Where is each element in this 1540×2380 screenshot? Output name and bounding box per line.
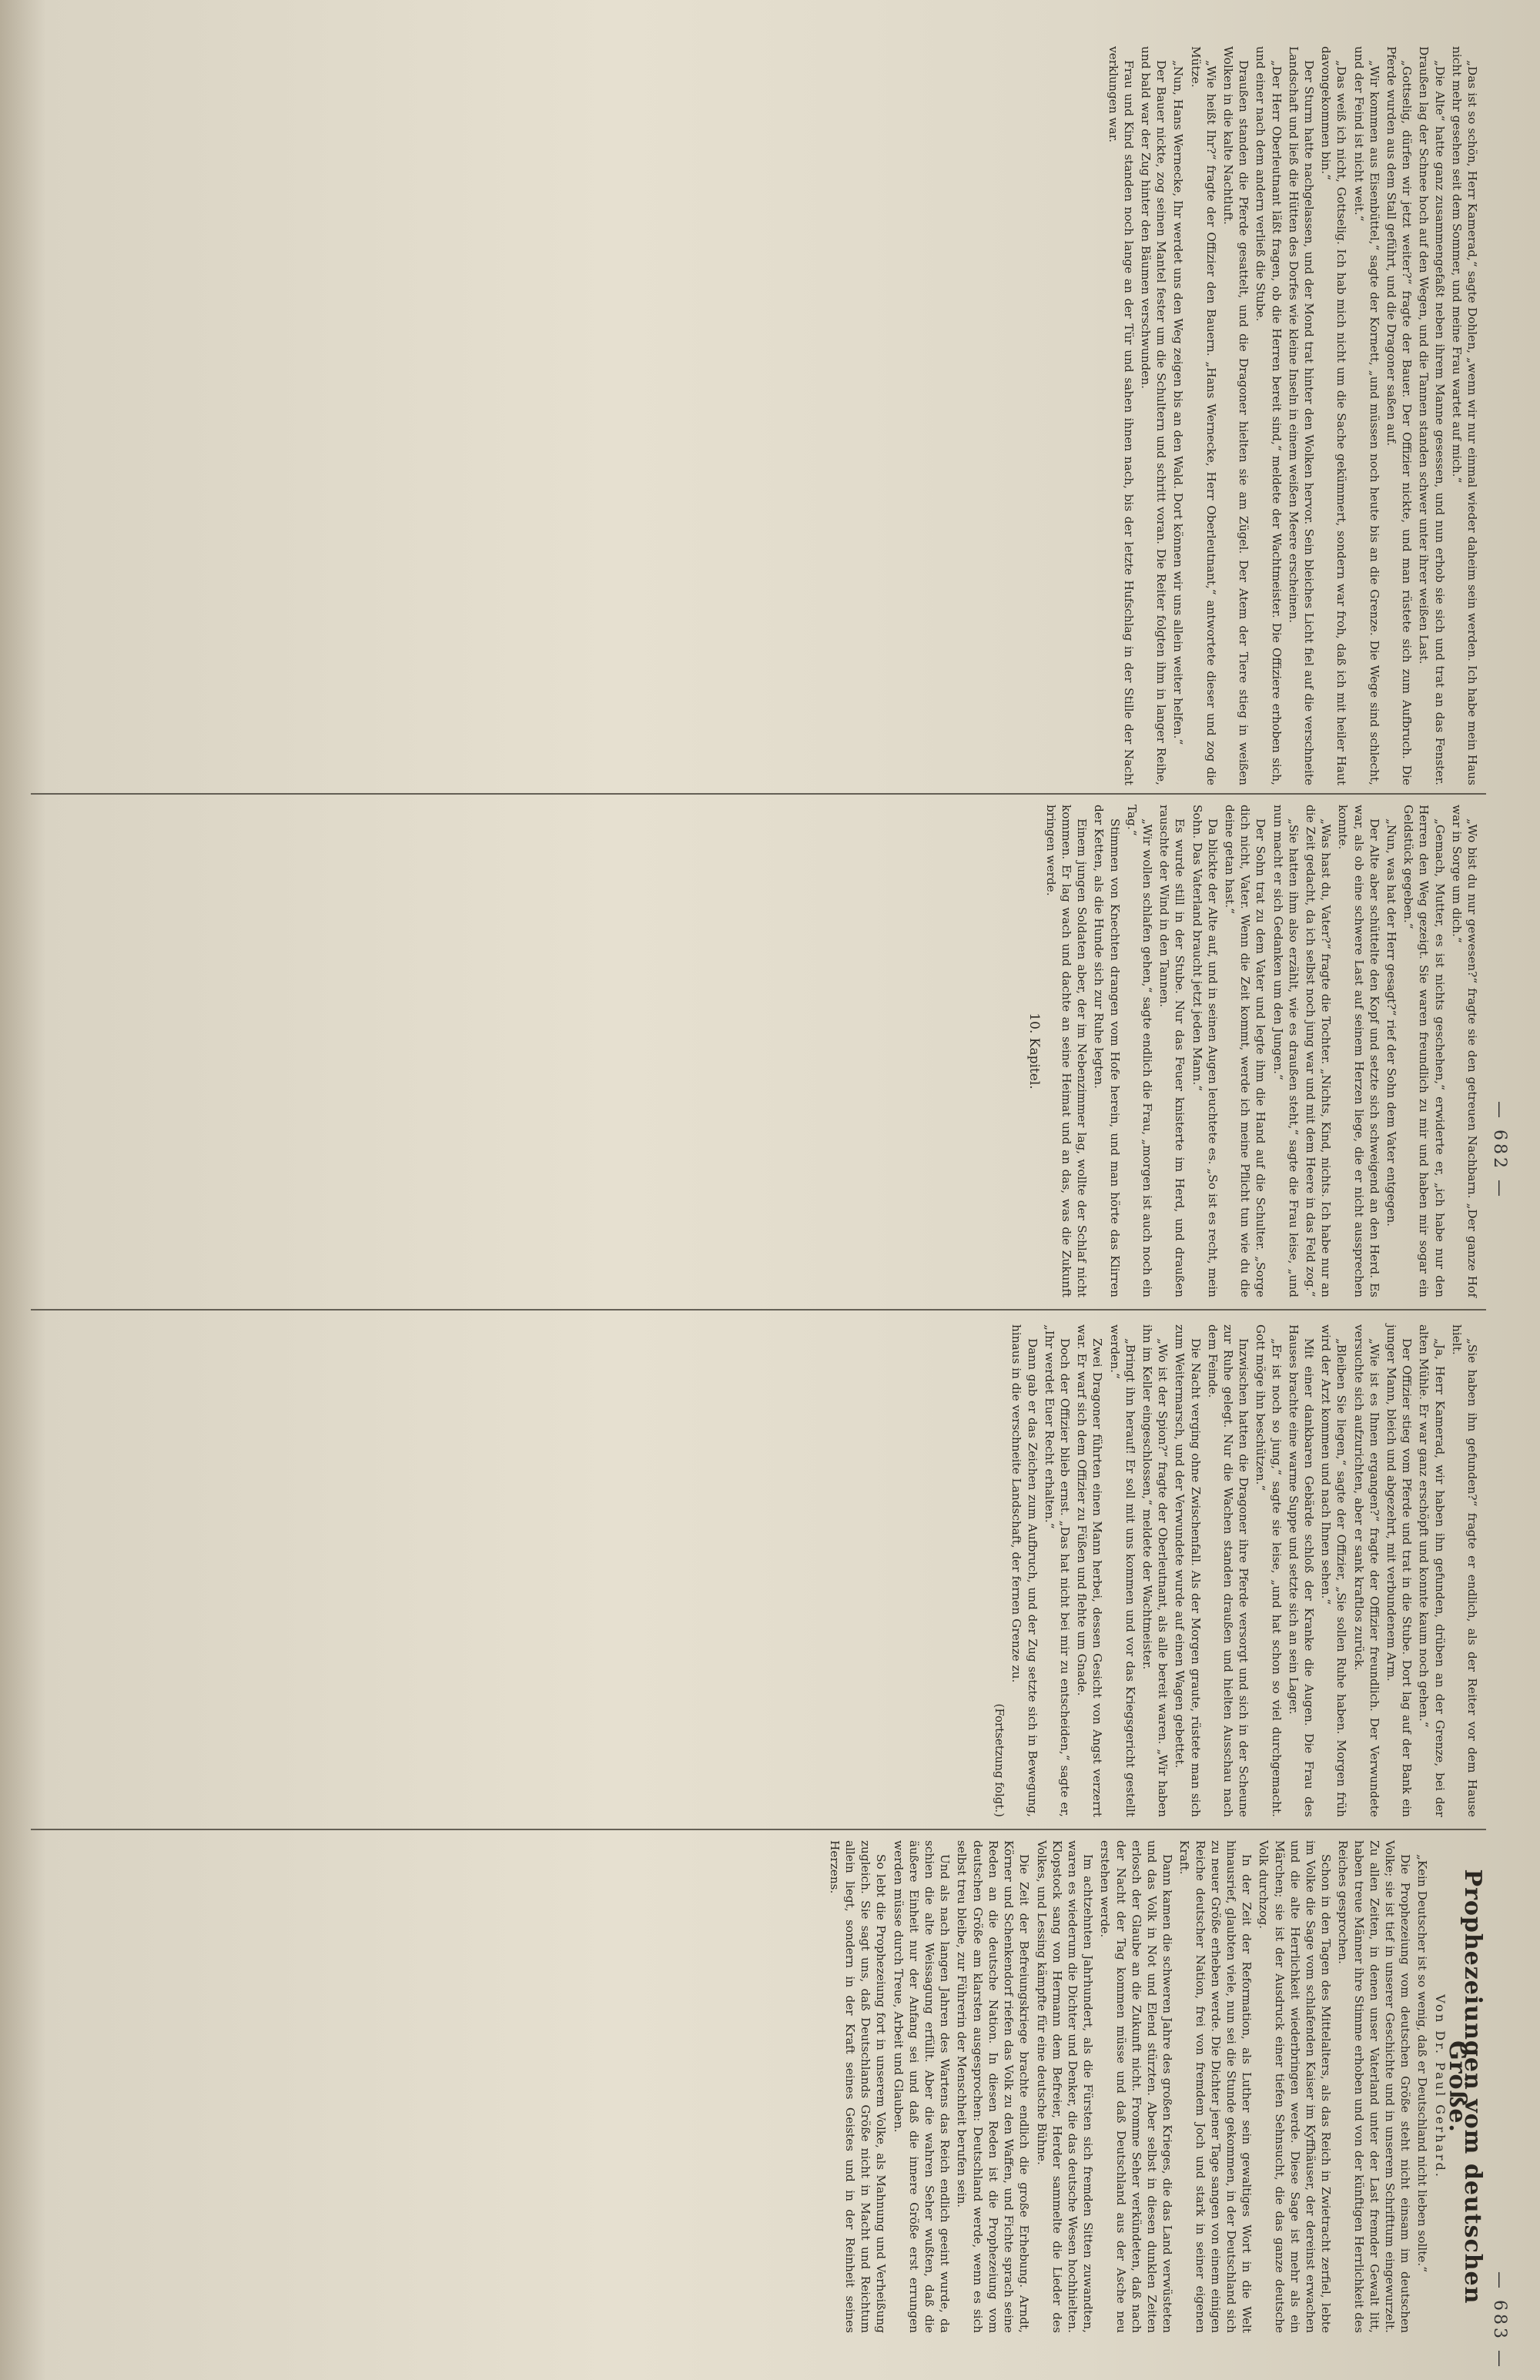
page-edge-shadow <box>0 0 46 2380</box>
right-page-number: — 683 — <box>1490 2271 1509 2370</box>
paragraph: Der Sturm hatte nachgelassen, und der Mond trat hinter den Wolken hervor. Sein bleiches Licht fiel auf die verschneite Landschaft und ließ die Hütten des Dorfes wie kleine Inseln in einem weißen Meere erscheinen. <box>1286 46 1316 785</box>
paragraph: Frau und Kind standen noch lange an der Tür und sahen ihnen nach, bis der letzte Hufschlag in der Stille der Nacht verklungen war. <box>1106 46 1136 785</box>
paragraph: „Nun, Hans Wernecke, Ihr werdet uns den Weg zeigen bis an den Wald. Dort können wir uns allein weiter helfen.“ <box>1171 60 1186 745</box>
paragraph: Es wurde still in der Stube. Nur das Feuer knisterte im Herd, und draußen rauschte der Wind in den Tannen. <box>1157 805 1187 1297</box>
paragraph: Die Nacht verging ohne Zwischenfall. Als der Morgen graute, rüstete man sich zum Weitermarsch, und der Verwundete wurde auf einen Wagen gebettet. <box>1173 1324 1203 1817</box>
story-column-1 <box>32 46 1480 785</box>
article-headline: Prophezeiungen vom deutschen Größe. <box>1443 1869 1486 2305</box>
paragraph: Im achtzehnten Jahrhundert, als die Fürsten sich fremden Sitten zuwandten, waren es wiederum die Dichter und Denker, die das deutsche Wesen hochhielten. Klopstock sang von Hermann dem Befreier, Herder sammelte die Lieder des Volkes, und Lessing kämpfte für eine deutsche Bühne. <box>1034 1840 1096 2333</box>
paragraph: Mit einer dankbaren Gebärde schloß der Kranke die Augen. Die Frau des Hauses brachte eine warme Suppe und setzte sich an sein Lager. <box>1286 1324 1316 1817</box>
page-gutter <box>31 1309 1486 1311</box>
paragraph: „Wo bist du nur gewesen?“ fragte sie den getreuen Nachbarn. „Der ganze Hof war in Sorge um dich.“ <box>1449 805 1479 1297</box>
paragraph: In der Zeit der Reformation, als Luther sein gewaltiges Wort in die Welt hinausrief, glaubten viele, nun sei die Stunde gekommen, in der Deutschland sich zu neuer Größe erheben werde. Die Dichter jener Tage sangen von einem einigen Reiche deutscher Nation, frei von fremdem Joch und stark in seiner eigenen Kraft. <box>1177 1840 1254 2333</box>
paragraph: „Was hast du, Vater?“ fragte die Tochter. „Nichts, Kind, nichts. Ich habe nur an die Zeit gedacht, da ich selbst noch jung war und mit dem Heere in das Feld zog.“ <box>1303 805 1334 1297</box>
paragraph: Dann kamen die schweren Jahre des großen Krieges, die das Land verwüsteten und das Volk in Not und Elend stürzten. Aber selbst in diesen dunklen Zeiten erlosch der Glaube an die Zukunft nicht. Fromme Seher verkündeten, daß nach der Nacht der Tag kommen müsse und daß Deutschland aus der Asche neu erstehen werde. <box>1098 1840 1175 2333</box>
paragraph: Der Alte aber schüttelte den Kopf und setzte sich schweigend an den Herd. Es war, als ob eine schwere Last auf seinem Herzen liege, die er nicht aussprechen konnte. <box>1336 805 1381 1297</box>
paragraph: So lebt die Prophezeiung fort in unserem Volke, als Mahnung und Verheißung zugleich. Sie sagt uns, daß Deutschlands Größe nicht in Macht und Reichtum allein liegt, sondern in der Kraft seines Geistes und in der Reinheit seines Herzens. <box>827 1840 889 2333</box>
paragraph: „Gemach, Mutter, es ist nichts geschehen,“ erwiderte er, „ich habe nur den Herren den Weg gezeigt. Sie waren freundlich zu mir und haben mir sogar ein Geldstück gegeben.“ <box>1401 805 1447 1297</box>
paragraph: „Nun, was hat der Herr gesagt?“ rief der Sohn dem Vater entgegen. <box>1384 818 1398 1227</box>
paragraph: Einem jungen Soldaten aber, der im Nebenzimmer lag, wollte der Schlaf nicht kommen. Er lag wach und dachte an seine Heimat und an das, was die Zukunft bringen werde. <box>1043 805 1090 1297</box>
paragraph: „Gottselig, dürfen wir jetzt weiter?“ fragte der Bauer. Der Offizier nickte, und man rüstete sich zum Aufbruch. Die Pferde wurden aus dem Stall geführt, und die Dragoner saßen auf. <box>1384 46 1414 785</box>
column-rule <box>31 1829 1486 1830</box>
paragraph: „Wir kommen aus Eisenbüttel,“ sagte der Kornett, „und müssen noch heute bis an die Grenze. Die Wege sind schlecht, und der Feind ist nicht weit.“ <box>1351 46 1381 785</box>
story-column-3 <box>32 1324 1480 1817</box>
story-column-2 <box>32 805 1480 1297</box>
paragraph: Die Prophezeiung vom deutschen Größe steht nicht einsam im deutschen Volke; sie ist tief in unserer Geschichte und in unserem Schrifttum eingewurzelt. Zu allen Zeiten, in denen unser Vaterland unter der Last fremder Gewalt litt, haben treue Männer ihre Stimme erhoben und von der künftigen Herrlichkeit des Reiches gesprochen. <box>1336 1840 1413 2333</box>
paragraph: Der Offizier stieg vom Pferde und trat in die Stube. Dort lag auf der Bank ein junger Mann, bleich und abgezehrt, mit verbundenem Arm. <box>1384 1324 1414 1817</box>
column-rule <box>31 793 1486 795</box>
paragraph: Stimmen von Knechten drangen vom Hofe herein, und man hörte das Klirren der Ketten, als die Hunde sich zur Ruhe legten. <box>1092 805 1122 1297</box>
paragraph: Der Bauer nickte, zog seinen Mantel fester um die Schultern und schritt voran. Die Reiter folgten ihm in langer Reihe, und bald war der Zug hinter den Bäumen verschwunden. <box>1138 46 1169 785</box>
paragraph: „Das ist so schön, Herr Kamerad,“ sagte Dohlen, „wenn wir nur einmal wieder daheim sein werden. Ich habe mein Haus nicht mehr gesehen seit dem Sommer, und meine Frau wartet auf mich.“ <box>1449 46 1479 785</box>
paragraph: „Bleiben Sie liegen,“ sagte der Offizier, „Sie sollen Ruhe haben. Morgen früh wird der Arzt kommen und nach Ihnen sehen.“ <box>1319 1324 1349 1817</box>
paragraph: „Wie ist es Ihnen ergangen?“ fragte der Offizier freundlich. Der Verwundete versuchte sich aufzurichten, aber er sank kraftlos zurück. <box>1351 1324 1381 1817</box>
story-col1-text <box>1105 46 1480 785</box>
paragraph: Schon in den Tagen des Mittelalters, als das Reich in Zwietracht zerfiel, lebte im Volke die Sage vom schlafenden Kaiser im Kyffhäuser, der dereinst erwachen und die alte Herrlichkeit wiederbringen werde. Diese Sage ist mehr als ein Märchen; sie ist der Ausdruck einer tiefen Sehnsucht, die das ganze deutsche Volk durchzog. <box>1257 1840 1334 2333</box>
article-column <box>32 1840 1486 2333</box>
paragraph: Die Zeit der Befreiungskriege brachte endlich die große Erhebung. Arndt, Körner und Schenkendorf riefen das Volk zu den Waffen, und Fichte sprach seine Reden an die deutsche Nation. In diesen Reden ist die Prophezeiung vom deutschen Größe am klarsten ausgesprochen: Deutschland werde, wenn es sich selbst treu bleibe, zur Führerin der Menschheit berufen sein. <box>955 1840 1032 2333</box>
article-byline: Von Dr. Paul Gerhard. <box>1432 1994 1448 2179</box>
paragraph: „Das weiß ich nicht, Gottselig. Ich hab mich nicht um die Sache gekümmert, sondern war froh, daß ich mit heiler Haut davongekommen bin.“ <box>1319 46 1349 785</box>
article-body <box>827 1840 1414 2333</box>
left-page-number: — 682 — <box>1490 1101 1509 1200</box>
article-intro-quote: „Kein Deutscher ist so wenig, daß er Deutschland nicht lieben sollte.“ <box>1415 1854 1430 2273</box>
paragraph: Inzwischen hatten die Dragoner ihre Pferde versorgt und sich in der Scheune zur Ruhe gelegt. Nur die Wachen standen draußen und hielten Ausschau nach dem Feinde. <box>1205 1324 1251 1817</box>
paragraph: „Sie hatten ihm also erzählt, wie es draußen steht,“ sagte die Frau leise, „und nun macht er sich Gedanken um den Jungen.“ <box>1270 805 1301 1297</box>
paragraph: Und als nach langen Jahren des Wartens das Reich endlich geeint wurde, da schien die alte Weissagung erfüllt. Aber die wahren Seher wußten, daß die äußere Einheit nur der Anfang sei und daß die innere Größe erst errungen werden müsse durch Treue, Arbeit und Glauben. <box>891 1840 952 2333</box>
paragraph: Doch der Offizier blieb ernst. „Das hat nicht bei mir zu entscheiden,“ sagte er, „Ihr werdet Euer Recht erhalten.“ <box>1042 1324 1072 1817</box>
paragraph: „Die Alte“ hatte ganz zusammengefaßt neben ihrem Manne gesessen, und nun erhob sie sich und trat an das Fenster. Draußen lag der Schnee hoch auf den Wegen, und die Tannen standen schwer unter ihrer weißen Last. <box>1417 46 1447 785</box>
story-col3-text <box>1009 1324 1480 1817</box>
paragraph: Da blickte der Alte auf, und in seinen Augen leuchtete es. „So ist es recht, mein Sohn. Das Vaterland braucht jetzt jeden Mann.“ <box>1190 805 1220 1297</box>
paragraph: „Ja, Herr Kamerad, wir haben ihn gefunden, drüben an der Grenze, bei der alten Mühle. Er war ganz erschöpft und konnte kaum noch gehen.“ <box>1417 1324 1447 1817</box>
chapter-label: 10. Kapitel. <box>1026 1013 1042 1090</box>
paragraph: „Er ist noch so jung,“ sagte sie leise, „und hat schon so viel durchgemacht. Gott möge ihn beschützen.“ <box>1254 1324 1284 1817</box>
paragraph: Dann gab er das Zeichen zum Aufbruch, und der Zug setzte sich in Bewegung, hinaus in die verschneite Landschaft, der fernen Grenze zu. <box>1009 1324 1040 1817</box>
paragraph: „Wir wollen schlafen gehen,“ sagte endlich die Frau, „morgen ist auch noch ein Tag.“ <box>1124 805 1154 1297</box>
paragraph: Zwei Dragoner führten einen Mann herbei, dessen Gesicht von Angst verzerrt war. Er warf sich dem Offizier zu Füßen und flehte um Gnade. <box>1075 1324 1105 1817</box>
paragraph: „Sie haben ihn gefunden?“ fragte er endlich, als der Reiter vor dem Hause hielt. <box>1449 1324 1479 1817</box>
paragraph: „Bringt ihn herauf! Er soll mit uns kommen und vor das Kriegsgericht gestellt werden.“ <box>1107 1324 1137 1817</box>
paragraph: „Wo ist der Spion?“ fragte der Oberleutnant, als alle bereit waren. „Wir haben ihn im Keller eingeschlossen,“ meldete der Wachtmeister. <box>1140 1324 1170 1817</box>
paragraph: Draußen standen die Pferde gesattelt, und die Dragoner hielten sie am Zügel. Der Atem der Tiere stieg in weißen Wolken in die kalte Nachtluft. <box>1220 46 1251 785</box>
paragraph: „Der Herr Oberleutnant läßt fragen, ob die Herren bereit sind,“ meldete der Wachtmeister. Die Offiziere erhoben sich, und einer nach dem andern verließ die Stube. <box>1254 46 1284 785</box>
paragraph: Der Sohn trat zu dem Vater und legte ihm die Hand auf die Schulter. „Sorge dich nicht, Vater. Wenn die Zeit kommt, werde ich meine Pflicht tun wie du die deine getan hast.“ <box>1222 805 1268 1297</box>
paragraph: „Wie heißt Ihr?“ fragte der Offizier den Bauern. „Hans Wernecke, Herr Oberleutnant,“ antwortete dieser und zog die Mütze. <box>1188 46 1218 785</box>
story-col2-text <box>1043 805 1480 1297</box>
continuation-note: (Fortsetzung folgt.) <box>993 1703 1007 1817</box>
